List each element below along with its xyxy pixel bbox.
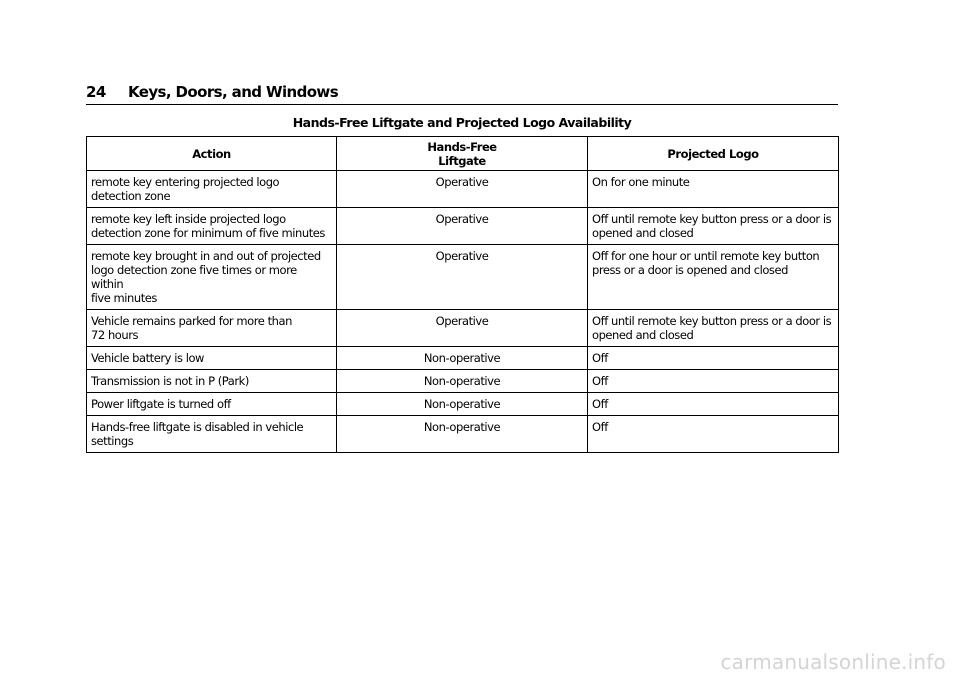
- projected-logo-cell: Off: [588, 393, 839, 416]
- projected-logo-cell: On for one minute: [588, 171, 839, 208]
- availability-table: [86, 136, 839, 453]
- action-cell: Vehicle remains parked for more than 72 hours: [87, 310, 337, 347]
- liftgate-status-cell: Operative: [337, 310, 588, 347]
- column-header-action: Action: [87, 137, 337, 171]
- table-header-row: [87, 137, 839, 171]
- action-cell: Power liftgate is turned off: [87, 393, 337, 416]
- action-cell: remote key brought in and out of projected logo detection zone five times or more within five minutes: [87, 245, 337, 310]
- table-caption: Hands-Free Liftgate and Projected Logo Availability: [292, 115, 632, 130]
- action-cell: Transmission is not in P (Park): [87, 370, 337, 393]
- action-cell: Hands-free liftgate is disabled in vehicle settings: [87, 416, 337, 453]
- table-row: [87, 416, 839, 453]
- projected-logo-cell: Off: [588, 416, 839, 453]
- projected-logo-cell: Off: [588, 370, 839, 393]
- table-body: [87, 171, 839, 453]
- column-header-liftgate: Hands-Free Liftgate: [337, 137, 588, 171]
- section-title: Keys, Doors, and Windows: [128, 83, 339, 101]
- projected-logo-cell: Off until remote key button press or a door is opened and closed: [588, 310, 839, 347]
- table-row: [87, 310, 839, 347]
- liftgate-status-cell: Operative: [337, 171, 588, 208]
- watermark: carmanualsonline.info: [720, 650, 946, 674]
- liftgate-status-cell: Non-operative: [337, 347, 588, 370]
- projected-logo-cell: Off until remote key button press or a door is opened and closed: [588, 208, 839, 245]
- table-row: [87, 393, 839, 416]
- table-row: [87, 171, 839, 208]
- page-header: [86, 82, 838, 105]
- action-cell: remote key left inside projected logo detection zone for minimum of five minutes: [87, 208, 337, 245]
- liftgate-status-cell: Operative: [337, 245, 588, 310]
- liftgate-status-cell: Non-operative: [337, 393, 588, 416]
- projected-logo-cell: Off for one hour or until remote key button press or a door is opened and closed: [588, 245, 839, 310]
- table-row: [87, 208, 839, 245]
- projected-logo-cell: Off: [588, 347, 839, 370]
- column-header-projected-logo: Projected Logo: [588, 137, 839, 171]
- action-cell: Vehicle battery is low: [87, 347, 337, 370]
- liftgate-status-cell: Non-operative: [337, 416, 588, 453]
- page-number: 24: [86, 83, 106, 101]
- action-cell: remote key entering projected logo detection zone: [87, 171, 337, 208]
- table-row: [87, 347, 839, 370]
- liftgate-status-cell: Operative: [337, 208, 588, 245]
- table-row: [87, 370, 839, 393]
- table-row: [87, 245, 839, 310]
- liftgate-status-cell: Non-operative: [337, 370, 588, 393]
